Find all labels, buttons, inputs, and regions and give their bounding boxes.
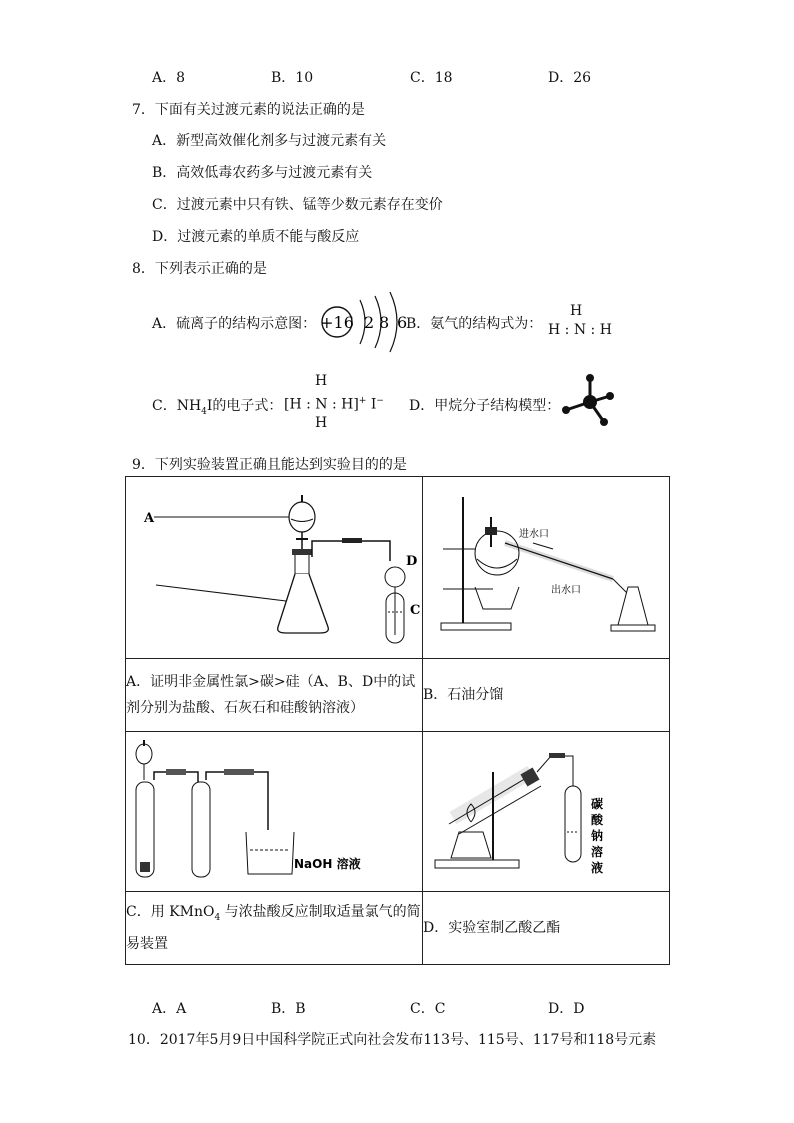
q8-option-c-text[interactable]: C．$NH_4I$的电子式： — [152, 398, 283, 417]
apparatus-b-figure — [423, 477, 669, 654]
q6-option-d[interactable]: D．26 — [548, 70, 592, 86]
caption-a[interactable]: A．证明非金属性氯>碳>硅（A、B、D中的试剂分别为盐酸、石灰石和硅酸钠溶液） — [126, 659, 423, 732]
label-a: A — [144, 511, 155, 526]
nucleus-charge: +16 — [320, 313, 354, 332]
q8-option-a-text[interactable]: A．硫离子的结构示意图： — [152, 316, 317, 332]
caption-b[interactable]: B．石油分馏 — [423, 659, 670, 732]
na2co3-label-4: 溶 — [591, 845, 604, 859]
q9-option-b[interactable]: B．B — [271, 1001, 306, 1017]
na2co3-label-1: 碳 — [591, 797, 604, 811]
shell-count-3: 6 — [397, 313, 408, 332]
q7-option-d[interactable]: D．过渡元素的单质不能与酸反应 — [152, 229, 360, 245]
naoh-label: NaOH 溶液 — [294, 857, 361, 871]
na2co3-label-5: 液 — [591, 861, 604, 875]
q6-option-a[interactable]: A．8 — [152, 70, 186, 86]
apparatus-c-figure — [126, 732, 422, 887]
apparatus-a-figure — [126, 477, 422, 654]
q7-option-b[interactable]: B．高效低毒农药多与过渡元素有关 — [152, 165, 373, 181]
q9-option-c[interactable]: C．C — [410, 1001, 446, 1017]
q6-option-c[interactable]: C．18 — [410, 70, 453, 86]
q7-stem: 7．下面有关过渡元素的说法正确的是 — [132, 102, 365, 118]
outlet-label: 出水口 — [551, 585, 581, 596]
nh4i-electron-formula: [H : N : H]+ I− — [284, 396, 384, 413]
q7-option-a[interactable]: A．新型高效催化剂多与过渡元素有关 — [152, 133, 387, 149]
nh4i-top-h: H — [315, 373, 328, 389]
ammonia-formula: H : N : H — [548, 322, 612, 338]
apparatus-b-cell — [423, 477, 670, 659]
q9-apparatus-table — [125, 476, 670, 965]
ammonia-formula-top: H — [570, 303, 583, 319]
apparatus-d-cell — [423, 732, 670, 892]
apparatus-d-figure — [423, 732, 669, 887]
label-c: C — [410, 603, 421, 618]
caption-c[interactable]: C．用 KMnO$_4$ 与浓盐酸反应制取适量氯气的简易装置 — [126, 892, 423, 965]
label-d: D — [406, 554, 418, 569]
q8-option-d-text[interactable]: D．甲烷分子结构模型： — [409, 398, 561, 414]
shell-count-1: 2 — [364, 313, 375, 332]
nh4i-bottom-h: H — [315, 415, 328, 431]
na2co3-label-2: 酸 — [591, 813, 604, 827]
methane-ball-stick-model — [560, 372, 616, 428]
inlet-label: 进水口 — [519, 529, 549, 540]
apparatus-c-cell — [126, 732, 423, 892]
q8-option-b-text[interactable]: B．氨气的结构式为： — [406, 316, 543, 332]
sulfide-ion-diagram — [312, 290, 412, 354]
q8-stem: 8．下列表示正确的是 — [132, 261, 267, 277]
shell-count-2: 8 — [379, 313, 390, 332]
q9-option-d[interactable]: D．D — [548, 1001, 585, 1017]
caption-d[interactable]: D．实验室制乙酸乙酯 — [423, 892, 670, 965]
apparatus-a-cell — [126, 477, 423, 659]
shell-arc-3 — [390, 292, 397, 352]
q9-stem: 9．下列实验装置正确且能达到实验目的的是 — [132, 457, 407, 473]
q7-option-c[interactable]: C．过渡元素中只有铁、锰等少数元素存在变价 — [152, 197, 443, 213]
q10-stem: 10．2017年5月9日中国科学院正式向社会发布113号、115号、117号和118号元素 — [128, 1032, 657, 1048]
q9-option-a[interactable]: A．A — [152, 1001, 187, 1017]
q6-option-b[interactable]: B．10 — [271, 70, 314, 86]
na2co3-label-3: 钠 — [591, 829, 604, 843]
